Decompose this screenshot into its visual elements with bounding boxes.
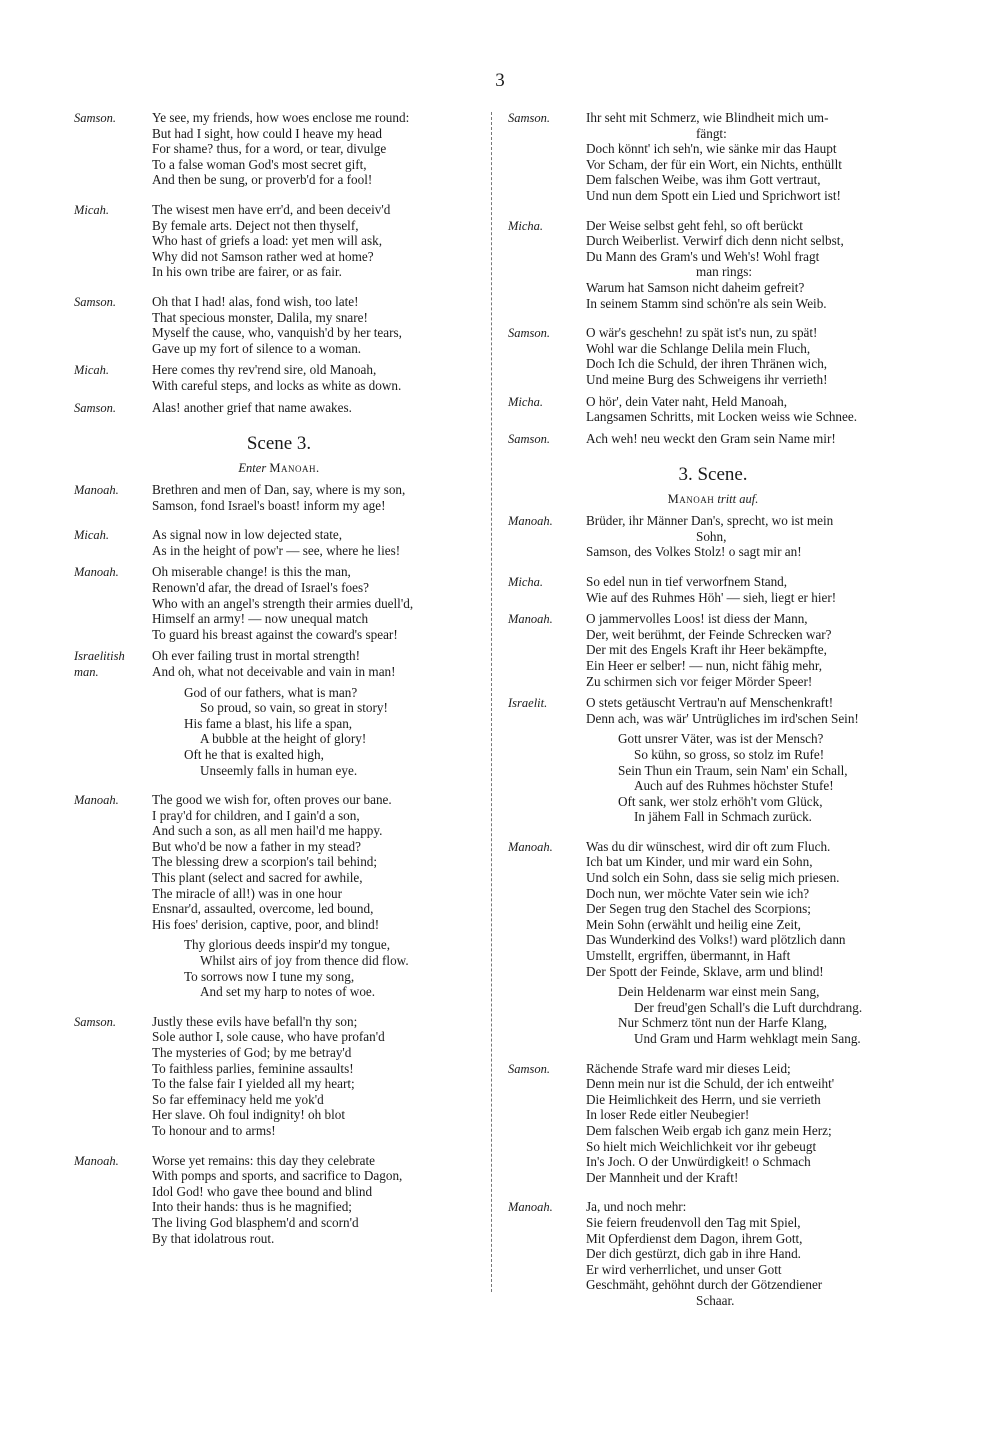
- verse-line: But had I sight, how could I heave my head: [152, 125, 382, 141]
- speech-text: [586, 218, 918, 312]
- stanza-line: Sein Thun ein Traum, sein Nam' ein Schall,: [618, 762, 848, 778]
- verse-line: Gave up my fort of silence to a woman.: [152, 340, 362, 356]
- verse-line: Oh miserable change! is this the man,: [152, 564, 351, 580]
- verse-line: To faithless parlies, feminine assaults!: [152, 1060, 354, 1076]
- speech: [74, 400, 484, 417]
- verse-line: Zu schirmen sich vor feiger Mörder Speer!: [586, 673, 813, 689]
- stanza-line: Oft sank, wer stolz erhöh't vom Glück,: [618, 793, 823, 809]
- speaker-label: Manoah.: [74, 1153, 119, 1168]
- verse-line: So hielt mich Weichlichkeit vor ihr gebeugt: [586, 1138, 817, 1154]
- verse-line-continuation: Schaar.: [696, 1292, 735, 1308]
- speaker-name: [74, 648, 152, 778]
- verse-line: Doch Ich die Schuld, der ihren Thränen wich,: [586, 356, 828, 372]
- speech: [74, 648, 484, 778]
- verse-line: Der dich gestürzt, dich gab in ihre Hand.: [586, 1246, 801, 1262]
- speech: [74, 564, 484, 642]
- verse-line-continuation: fängt:: [696, 125, 727, 141]
- speech-text: [586, 431, 918, 448]
- speech: [74, 1153, 484, 1247]
- stanza-line: So kühn, so gross, so stolz im Rufe!: [634, 746, 825, 762]
- verse-line: Mein Sohn (erwählt und heilig eine Zeit,: [586, 916, 801, 932]
- song-stanza: [152, 685, 484, 779]
- verse-line: I pray'd for children, and I gain'd a son,: [152, 807, 360, 823]
- speech-text: [152, 648, 484, 778]
- speaker-name: [508, 325, 586, 387]
- speaker-label: Micah.: [74, 202, 110, 217]
- speech-text: [586, 325, 918, 387]
- speaker-name: [74, 110, 152, 188]
- speaker-label: Manoah.: [508, 839, 553, 854]
- verse-line: O stets getäuscht Vertrau'n auf Menschenkraft!: [586, 695, 834, 711]
- verse-line: Mit Opferdienst dem Dagon, ihrem Gott,: [586, 1230, 803, 1246]
- verse-line: Alas! another grief that name awakes.: [152, 399, 352, 415]
- verse-line: Wohl war die Schlange Delila mein Fluch,: [586, 340, 811, 356]
- song-stanza: [586, 984, 918, 1046]
- stanza-line: Thy glorious deeds inspir'd my tongue,: [184, 937, 391, 953]
- verse-line: Oh that I had! alas, fond wish, too late!: [152, 293, 359, 309]
- verse-line: Der Mannheit und der Kraft!: [586, 1169, 739, 1185]
- verse-line: Du Mann des Gram's und Weh's! Wohl fragt: [586, 248, 820, 264]
- speech: [508, 110, 918, 204]
- speaker-name: [74, 362, 152, 393]
- speech-text: [586, 695, 918, 825]
- verse-line: So edel nun in tief verworfnem Stand,: [586, 573, 788, 589]
- verse-line: O jammervolles Loos! ist diess der Mann,: [586, 611, 808, 627]
- speech-text: [152, 1014, 484, 1139]
- speech: [74, 1014, 484, 1139]
- speaker-label: Manoah.: [74, 483, 119, 497]
- scene-title: Scene 3.: [246, 433, 312, 454]
- speaker-name: [508, 839, 586, 1047]
- speech-gap: [508, 311, 918, 325]
- verse-line: And then be sung, or proverb'd for a fool!: [152, 172, 373, 188]
- speech-gap: [508, 1309, 918, 1315]
- speech: [74, 362, 484, 393]
- speech: [508, 218, 918, 312]
- stage-direction-text: Enter: [238, 461, 267, 475]
- verse-line: Der, weit berühmt, der Feinde Schrecken war?: [586, 626, 832, 642]
- verse-line: To honour and to arms!: [152, 1122, 276, 1138]
- speech-text: [152, 362, 484, 393]
- verse-line: By female arts. Deject not then thyself,: [152, 217, 359, 233]
- verse-line: Der Spott der Feinde, Sklave, arm und blind!: [586, 963, 824, 979]
- stanza-line: Der freud'gen Schall's die Luft durchdrang.: [634, 999, 863, 1015]
- verse-line: Who hast of griefs a load: yet men will ask,: [152, 233, 382, 249]
- verse-line: Durch Weiberlist. Verwirf dich denn nicht selbst,: [586, 233, 844, 249]
- speaker-label: Samson.: [74, 111, 117, 125]
- speech: [508, 574, 918, 605]
- speech: [508, 611, 918, 689]
- speech: [74, 792, 484, 1000]
- speech-gap: [74, 1000, 484, 1014]
- verse-line: Oh ever failing trust in mortal strength!: [152, 648, 361, 664]
- verse-line: Dem falschen Weibe, was ihm Gott vertraut,: [586, 172, 821, 188]
- speech-gap: [74, 1139, 484, 1153]
- verse-line: To a false woman God's most secret gift,: [152, 156, 367, 172]
- verse-line: Samson, des Volkes Stolz! o sagt mir an!: [586, 544, 802, 560]
- speech: [74, 482, 484, 513]
- verse-line: To guard his breast against the coward's spear!: [152, 626, 398, 642]
- verse-line: Denn mein nur ist die Schuld, der ich entweiht': [586, 1076, 835, 1092]
- speaker-name: [508, 1199, 586, 1308]
- song-stanza: [586, 731, 918, 825]
- speaker-label: Israelitish: [74, 649, 125, 664]
- verse-line: Here comes thy rev'rend sire, old Manoah,: [152, 362, 377, 378]
- verse-line: As signal now in low dejected state,: [152, 527, 343, 543]
- speech-gap: [508, 1185, 918, 1199]
- verse-line: The wisest men have err'd, and been deceiv'd: [152, 201, 391, 217]
- speech-gap: [508, 447, 918, 453]
- speaker-name: [74, 294, 152, 356]
- speech: [508, 513, 918, 560]
- speaker-label: Micah.: [74, 528, 110, 543]
- verse-line: Samson, fond Israel's boast! inform my age!: [152, 497, 386, 513]
- speech-gap: [508, 204, 918, 218]
- verse-line: That specious monster, Dalila, my snare!: [152, 309, 368, 325]
- speech-gap: [508, 1047, 918, 1061]
- verse-line: Langsamen Schritts, mit Locken weiss wie Schnee.: [586, 409, 858, 425]
- speech: [74, 294, 484, 356]
- speaker-label: Samson.: [508, 431, 551, 446]
- verse-line: Dem falschen Weib ergab ich ganz mein Herz;: [586, 1122, 832, 1138]
- speaker-name: [508, 695, 586, 825]
- stanza-line: Unseemly falls in human eye.: [200, 762, 358, 778]
- speech-text: [586, 513, 918, 560]
- verse-line: Justly these evils have befall'n thy son;: [152, 1013, 358, 1029]
- speech-gap: [74, 513, 484, 527]
- speaker-label: Micha.: [508, 218, 544, 233]
- verse-line: Ensnar'd, assaulted, overcome, led bound,: [152, 901, 374, 917]
- speaker-name: [74, 1014, 152, 1139]
- german-column: [508, 110, 918, 1315]
- verse-line: Denn ach, was wär' Untrügliches im ird'schen Sein!: [586, 710, 859, 726]
- english-column: [74, 110, 484, 1252]
- speaker-label: Samson.: [508, 1061, 551, 1076]
- speech: [508, 394, 918, 425]
- verse-line: In seinem Stamm sind schön're als sein Weib.: [586, 295, 827, 311]
- speech-text: [152, 564, 484, 642]
- verse-line: Der Weise selbst geht fehl, so oft berückt: [586, 217, 803, 233]
- speech: [508, 695, 918, 825]
- verse-line: Ye see, my friends, how woes enclose me round:: [152, 110, 410, 125]
- speech-text: [152, 110, 484, 188]
- verse-line: Und solch ein Sohn, dass sie selig mich priesen.: [586, 870, 840, 886]
- stage-direction-text: tritt auf.: [717, 492, 759, 507]
- verse-line: Ach weh! neu weckt den Gram sein Name mir!: [586, 430, 836, 446]
- verse-line: Umstellt, ergriffen, übermannt, in Haft: [586, 948, 791, 964]
- verse-line: Into their hands: thus is he magnified;: [152, 1199, 352, 1215]
- verse-line: Worse yet remains: this day they celebrate: [152, 1152, 376, 1168]
- verse-line: Brüder, ihr Männer Dan's, sprecht, wo ist mein: [586, 513, 834, 529]
- speaker-name: [74, 400, 152, 417]
- song-stanza: [152, 937, 484, 999]
- verse-line: Geschmäht, gehöhnt durch der Götzendiener: [586, 1277, 823, 1293]
- stanza-line: Nur Schmerz tönt nun der Harfe Klang,: [618, 1015, 828, 1031]
- speaker-name: [74, 202, 152, 280]
- speaker-name: [508, 574, 586, 605]
- verse-line: Sie feiern freudenvoll den Tag mit Spiel,: [586, 1214, 801, 1230]
- verse-line: Warum hat Samson nicht daheim gefreit?: [586, 279, 805, 295]
- stanza-line: Dein Heldenarm war einst mein Sang,: [618, 984, 820, 1000]
- verse-line: Und nun dem Spott ein Lied und Sprichwort ist!: [586, 187, 841, 203]
- stanza-line: And set my harp to notes of woe.: [200, 984, 376, 1000]
- speech-text: [586, 394, 918, 425]
- verse-line: The miracle of all!) was in one hour: [152, 885, 343, 901]
- speech-text: [586, 611, 918, 689]
- stanza-line: Und Gram und Harm wehklagt mein Sang.: [634, 1031, 861, 1046]
- verse-line: Brethren and men of Dan, say, where is my son,: [152, 482, 406, 497]
- speech-text: [152, 1153, 484, 1247]
- stanza-line: To sorrows now I tune my song,: [184, 968, 355, 984]
- verse-line: Ihr seht mit Schmerz, wie Blindheit mich um-: [586, 110, 829, 125]
- verse-line: So far effeminacy held me yok'd: [152, 1091, 324, 1107]
- speaker-name: [74, 1153, 152, 1247]
- speaker-name: [508, 611, 586, 689]
- speaker-name: [74, 527, 152, 558]
- verse-line: Er wird verherrlichet, und unser Gott: [586, 1261, 782, 1277]
- speaker-label: Samson.: [508, 326, 551, 341]
- verse-line: Der mit des Engels Kraft ihr Heer bekämpfte,: [586, 642, 827, 658]
- speech: [74, 110, 484, 188]
- verse-line: The good we wish for, often proves our bane.: [152, 792, 392, 808]
- speech-text: [586, 1061, 918, 1186]
- speaker-name: [508, 110, 586, 204]
- speaker-label: Manoah.: [508, 514, 553, 529]
- speaker-label: Manoah.: [74, 793, 119, 808]
- verse-line: Idol God! who gave thee bound and blind: [152, 1183, 373, 1199]
- verse-line: Why did not Samson rather wed at home?: [152, 248, 374, 264]
- speaker-name: [74, 482, 152, 513]
- speech-text: [152, 400, 484, 417]
- speaker-name: [74, 792, 152, 1000]
- verse-line: Doch nun, wer möchte Vater sein wie ich?: [586, 885, 810, 901]
- speech-text: [586, 839, 918, 1047]
- speech: [74, 202, 484, 280]
- page-number: 3: [495, 70, 505, 91]
- speech-text: [152, 792, 484, 1000]
- verse-line: In his own tribe are fairer, or as fair.: [152, 264, 342, 280]
- speech-text: [152, 202, 484, 280]
- stanza-line: God of our fathers, what is man?: [184, 684, 358, 700]
- speaker-label: Samson.: [508, 111, 551, 125]
- verse-line: O hör', dein Vater naht, Held Manoah,: [586, 393, 787, 409]
- speaker-name: [508, 513, 586, 560]
- verse-line: Die Heimlichkeit des Herrn, und sie verrieth: [586, 1091, 821, 1107]
- speaker-label: Manoah.: [74, 565, 119, 580]
- speaker-name: [508, 1061, 586, 1186]
- verse-line: Rächende Strafe ward mir dieses Leid;: [586, 1060, 791, 1076]
- verse-line: O wär's geschehn! zu spät ist's nun, zu spät!: [586, 325, 818, 341]
- speaker-label: Micha.: [508, 394, 544, 409]
- speech-text: [152, 482, 484, 513]
- stanza-line: Whilst airs of joy from thence did flow.: [200, 953, 409, 969]
- speech-text: [586, 110, 918, 204]
- speaker-label: Israelit.: [508, 696, 548, 711]
- verse-line: And oh, what not deceivable and vain in man!: [152, 663, 396, 679]
- column-divider: [491, 112, 492, 1292]
- speech-gap: [74, 416, 484, 422]
- speech-gap: [74, 188, 484, 202]
- verse-line-continuation: man rings:: [696, 264, 753, 280]
- stanza-line: So proud, so vain, so great in story!: [200, 700, 388, 716]
- verse-line: Renown'd afar, the dread of Israel's foes?: [152, 579, 369, 595]
- speech: [508, 325, 918, 387]
- speech: [508, 1061, 918, 1186]
- character-name: Manoah.: [269, 461, 320, 475]
- speech: [508, 431, 918, 448]
- speech-text: [152, 527, 484, 558]
- speech-gap: [508, 825, 918, 839]
- verse-line: With pomps and sports, and sacrifice to Dagon,: [152, 1168, 403, 1184]
- verse-line: Wie auf des Ruhmes Höh' — sieh, liegt er hier!: [586, 589, 837, 605]
- speaker-label: Manoah.: [508, 1200, 553, 1215]
- verse-line: In's Joch. O der Unwürdigkeit! o Schmach: [586, 1154, 811, 1170]
- verse-line: The blessing drew a scorpion's tail behind;: [152, 854, 378, 870]
- verse-line: Her slave. Oh foul indignity! oh blot: [152, 1107, 346, 1123]
- verse-line: Das Wunderkind des Volks!) ward plötzlich dann: [586, 932, 846, 948]
- verse-line-continuation: Sohn,: [696, 528, 727, 544]
- speech: [508, 1199, 918, 1308]
- verse-line: This plant (select and sacred for awhile,: [152, 870, 363, 886]
- verse-line: Der Segen trug den Stachel des Scorpions;: [586, 901, 811, 917]
- verse-line: Himself an army! — now unequal match: [152, 611, 369, 627]
- verse-line: Myself the cause, who, vanquish'd by her tears,: [152, 325, 402, 341]
- speech: [74, 527, 484, 558]
- speaker-label: Samson.: [74, 294, 117, 309]
- verse-line: But who'd be now a father in my stead?: [152, 838, 361, 854]
- speaker-label: Micha.: [508, 574, 544, 589]
- verse-line: To the false fair I yielded all my heart;: [152, 1076, 355, 1092]
- speaker-name: [74, 564, 152, 642]
- verse-line: Was du dir wünschest, wird dir oft zum Fluch.: [586, 838, 831, 854]
- speech-text: [152, 294, 484, 356]
- verse-line: Ja, und noch mehr:: [586, 1199, 687, 1215]
- speaker-label: Micah.: [74, 363, 110, 378]
- speech-text: [586, 574, 918, 605]
- stanza-line: Oft he that is exalted high,: [184, 746, 324, 762]
- speaker-label-cont: man.: [74, 664, 99, 679]
- verse-line: For shame? thus, for a word, or tear, divulge: [152, 141, 387, 157]
- stanza-line: Auch auf des Ruhmes höchster Stufe!: [634, 778, 834, 794]
- speaker-name: [508, 218, 586, 312]
- stanza-line: His fame a blast, his life a span,: [184, 715, 353, 731]
- verse-line: With careful steps, and locks as white as down.: [152, 377, 402, 393]
- speech: [508, 839, 918, 1047]
- verse-line: By that idolatrous rout.: [152, 1230, 275, 1246]
- verse-line: The living God blasphem'd and scorn'd: [152, 1214, 359, 1230]
- speaker-label: Manoah.: [508, 612, 553, 627]
- scene-title: 3. Scene.: [678, 464, 748, 486]
- speech-gap: [508, 560, 918, 574]
- verse-line: Ich bat um Kinder, und mir ward ein Sohn,: [586, 854, 813, 870]
- stanza-line: In jähem Fall in Schmach zurück.: [634, 809, 812, 825]
- stage-direction: [74, 460, 484, 476]
- verse-line: And such a son, as all men hail'd me happy.: [152, 823, 383, 839]
- stage-direction: [508, 491, 918, 507]
- speaker-name: [508, 394, 586, 425]
- verse-line: His foes' derision, captive, poor, and blind!: [152, 916, 380, 932]
- stanza-line: Gott unsrer Väter, was ist der Mensch?: [618, 731, 824, 747]
- verse-line: Who with an angel's strength their armies duell'd,: [152, 595, 414, 611]
- verse-line: Ein Heer er selber! — nun, nicht fähig mehr,: [586, 657, 823, 673]
- speaker-name: [508, 431, 586, 448]
- speaker-label: Samson.: [74, 400, 117, 415]
- speech-text: [586, 1199, 918, 1308]
- verse-line: Und meine Burg des Schweigens ihr verrieth!: [586, 371, 828, 387]
- verse-line: Doch könnt' ich seh'n, wie sänke mir das Haupt: [586, 141, 837, 157]
- verse-line: The mysteries of God; by me betray'd: [152, 1045, 352, 1060]
- speech-gap: [74, 778, 484, 792]
- verse-line: In loser Rede eitler Neubegier!: [586, 1107, 750, 1123]
- speech-gap: [74, 1246, 484, 1252]
- character-name: Manoah: [667, 492, 715, 507]
- verse-line: As in the height of pow'r — see, where he lies!: [152, 542, 401, 558]
- stanza-line: A bubble at the height of glory!: [200, 731, 367, 747]
- verse-line: Sole author I, sole cause, who have profan'd: [152, 1029, 385, 1045]
- speaker-label: Samson.: [74, 1014, 117, 1029]
- verse-line: Vor Scham, der für ein Wort, ein Nichts, enthüllt: [586, 156, 842, 172]
- speech-gap: [74, 280, 484, 294]
